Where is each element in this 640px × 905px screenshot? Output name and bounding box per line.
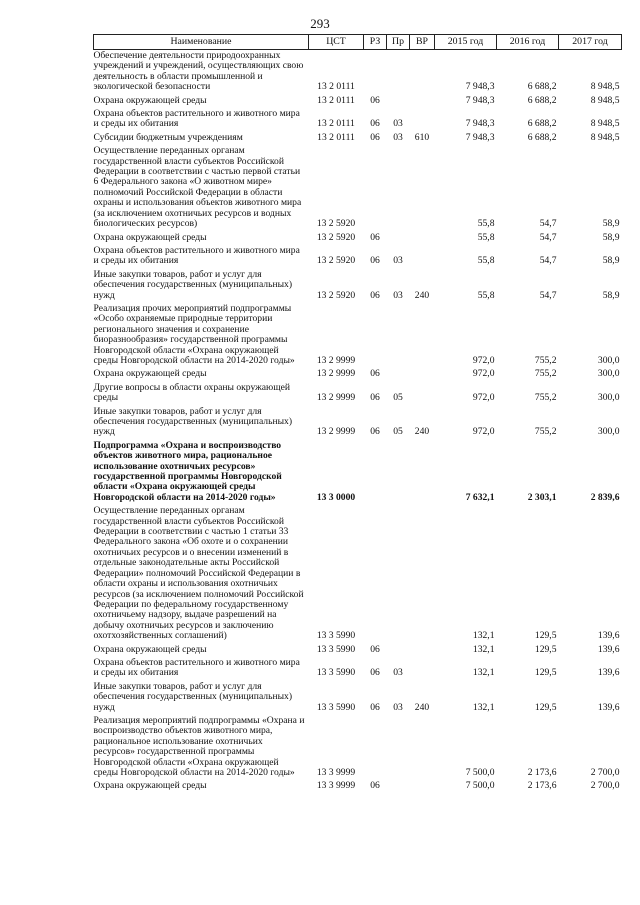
- table-body: [94, 50, 622, 794]
- row-name: Иные закупки товаров, работ и услуг для обеспечения государственных (муниципальных) нужд: [93, 268, 293, 301]
- row-pr: 03: [393, 118, 403, 130]
- row-2017: 300,0: [597, 368, 620, 380]
- row-rz: 06: [370, 667, 380, 679]
- row-pr: [387, 303, 410, 368]
- row-rz: [364, 303, 387, 368]
- row-rz: 06: [370, 118, 380, 130]
- table-header: [94, 35, 622, 50]
- table-row: [94, 406, 622, 440]
- header-2016: 2016 год: [497, 35, 559, 50]
- table-row: [94, 245, 622, 269]
- row-name: Подпрограмма «Охрана и воспроизводство объектов животного мира, рациональное использование охотничьих ресурсов» государственной программы Новгородской области «Охрана окружающей среды Новгородской области на 2014-2020 годы»: [93, 439, 282, 503]
- row-rz: 06: [370, 131, 380, 143]
- row-pr: 03: [393, 701, 403, 713]
- row-2016: 6 688,2: [527, 118, 557, 130]
- row-name: Охрана окружающей среды: [93, 231, 207, 243]
- table-row: [94, 108, 622, 132]
- row-rz: 06: [370, 426, 380, 438]
- row-cst: 13 2 0111: [317, 81, 355, 93]
- row-name: Охрана окружающей среды: [93, 643, 207, 655]
- row-vr: [410, 245, 435, 269]
- row-2016: 6 688,2: [527, 94, 557, 106]
- row-2017: 8 948,5: [590, 118, 620, 130]
- row-2016: 54,7: [539, 231, 557, 243]
- row-pr: [387, 440, 410, 505]
- row-2016: 6 688,2: [527, 131, 557, 143]
- row-2017: 300,0: [597, 354, 620, 366]
- row-2015: 7 948,3: [465, 131, 495, 143]
- row-2015: 972,0: [472, 392, 495, 404]
- row-2016: 755,2: [534, 392, 557, 404]
- row-vr: [410, 95, 435, 108]
- row-name: Осуществление переданных органам государственной власти субъектов Российской Федерации в соответствии с частью первой статьи 6 Федерального закона «О животном мире» полномочий Российской Федерации в области охраны и использования объектов животного мира (за исключением охотничьих ресурсов и водных биологических ресурсов): [93, 145, 302, 230]
- table-row: [94, 145, 622, 231]
- row-cst: 13 2 5920: [316, 289, 356, 301]
- header-row: [94, 35, 622, 50]
- table-row: [94, 440, 622, 505]
- row-vr: 240: [414, 426, 430, 438]
- row-rz: [364, 440, 387, 505]
- row-2015: 132,1: [472, 701, 495, 713]
- header-rz: РЗ: [364, 35, 387, 50]
- row-cst: 13 3 5990: [316, 643, 356, 655]
- row-pr: [387, 145, 410, 231]
- header-cst: ЦСТ: [309, 35, 364, 50]
- row-vr: [410, 440, 435, 505]
- budget-table: [93, 34, 622, 794]
- row-cst: 13 3 9999: [316, 780, 356, 792]
- row-cst: 13 2 9999: [316, 354, 356, 366]
- row-name: Осуществление переданных органам государственной власти субъектов Российской Федерации в соответствии с частью 1 статьи 33 Федерального закона «Об охоте и о сохранении охотничьих ресурсов и о внесении изменений в отдельные законодательные акты Российской Федерации» полномочий Российской Федерации в области охраны и использования охотничьих ресурсов (за исключением полномочий Российской Федерации по федеральному государственному охотничьему надзору, выдаче разрешений на добычу охотничьих ресурсов и заключению охотхозяйственных соглашений): [93, 505, 304, 642]
- row-cst: 13 3 5990: [316, 667, 356, 679]
- table-row: [94, 232, 622, 245]
- table-row: [94, 505, 622, 643]
- row-2016: 54,7: [539, 289, 557, 301]
- row-2015: 55,8: [477, 218, 495, 230]
- table-row: [94, 780, 622, 793]
- row-vr: [410, 368, 435, 381]
- header-name: Наименование: [94, 35, 309, 50]
- row-name: Охрана окружающей среды: [93, 368, 207, 380]
- row-vr: [410, 145, 435, 231]
- row-rz: 06: [370, 392, 380, 404]
- row-rz: 06: [370, 643, 380, 655]
- row-cst: 13 3 0000: [316, 491, 356, 503]
- row-cst: 13 2 5920: [316, 231, 356, 243]
- row-pr: 03: [393, 289, 403, 301]
- table-row: [94, 382, 622, 406]
- row-pr: [387, 50, 410, 95]
- table-row: [94, 269, 622, 303]
- row-cst: 13 2 9999: [316, 392, 356, 404]
- row-pr: 03: [393, 131, 403, 143]
- table-row: [94, 95, 622, 108]
- row-2016: 54,7: [539, 218, 557, 230]
- row-2015: 132,1: [472, 643, 495, 655]
- row-2017: 58,9: [602, 218, 620, 230]
- row-2017: 2 700,0: [590, 767, 620, 778]
- row-2017: 8 948,5: [590, 131, 620, 143]
- row-pr: [387, 505, 410, 643]
- row-name: Другие вопросы в области охраны окружающей среды: [93, 381, 290, 404]
- row-2015: 55,8: [477, 231, 495, 243]
- row-2015: 7 948,3: [465, 118, 495, 130]
- row-2015: 7 632,1: [465, 491, 495, 503]
- row-2017: 2 700,0: [590, 780, 620, 792]
- row-2016: 2 173,6: [527, 767, 557, 778]
- row-2016: 129,5: [534, 643, 557, 655]
- row-2017: 58,9: [602, 255, 620, 267]
- row-2015: 55,8: [477, 289, 495, 301]
- table-row: [94, 132, 622, 145]
- header-vr: ВР: [410, 35, 435, 50]
- header-pr: Пр: [387, 35, 410, 50]
- row-vr: 240: [414, 289, 430, 301]
- row-pr: [387, 232, 410, 245]
- row-2017: 2 839,6: [590, 491, 620, 503]
- row-cst: 13 2 0111: [317, 131, 355, 143]
- row-pr: 05: [393, 426, 403, 438]
- row-2015: 55,8: [477, 255, 495, 267]
- row-2015: 7 948,3: [465, 94, 495, 106]
- row-2016: 6 688,2: [527, 81, 557, 93]
- row-2015: 7 500,0: [465, 780, 495, 792]
- page-number: 293: [310, 16, 330, 31]
- table-row: [94, 303, 622, 368]
- row-cst: 13 2 9999: [316, 426, 356, 438]
- row-vr: 240: [414, 701, 430, 713]
- row-name: Охрана объектов растительного и животного мира и среды их обитания: [93, 244, 300, 267]
- row-vr: [410, 382, 435, 406]
- row-name: Охрана окружающей среды: [93, 780, 207, 792]
- row-2017: 8 948,5: [590, 81, 620, 93]
- row-vr: [410, 232, 435, 245]
- row-2016: 2 173,6: [527, 780, 557, 792]
- row-2016: 755,2: [534, 354, 557, 366]
- row-name: Реализация мероприятий подпрограммы «Охрана и воспроизводство объектов животного мира, рациональное использование охотничьих ресурсов» государственной программы Новгородской области «Охрана окружающей среды Новгородской области на 2014-2020 годы»: [93, 714, 305, 778]
- row-rz: [364, 715, 387, 780]
- row-2015: 7 948,3: [465, 81, 495, 93]
- row-2016: 129,5: [534, 667, 557, 679]
- row-cst: 13 3 5990: [316, 630, 356, 642]
- row-2015: 132,1: [472, 667, 495, 679]
- row-vr: 610: [414, 131, 430, 143]
- row-2017: 139,6: [597, 643, 620, 655]
- row-2017: 139,6: [597, 701, 620, 713]
- table-row: [94, 644, 622, 657]
- row-pr: 03: [393, 255, 403, 267]
- row-rz: 06: [370, 780, 380, 792]
- table-row: [94, 50, 622, 95]
- row-2017: 139,6: [597, 630, 620, 642]
- row-rz: [364, 505, 387, 643]
- row-vr: [410, 108, 435, 132]
- row-rz: 06: [370, 255, 380, 267]
- row-pr: [387, 95, 410, 108]
- row-cst: 13 2 0111: [317, 94, 355, 106]
- row-vr: [410, 780, 435, 793]
- row-pr: 05: [393, 392, 403, 404]
- row-pr: [387, 368, 410, 381]
- row-vr: [410, 505, 435, 643]
- row-2016: 755,2: [534, 426, 557, 438]
- row-2016: 54,7: [539, 255, 557, 267]
- table-row: [94, 681, 622, 715]
- row-cst: 13 2 5920: [316, 218, 356, 230]
- row-vr: [410, 644, 435, 657]
- row-name: Охрана окружающей среды: [93, 94, 207, 106]
- row-2017: 300,0: [597, 392, 620, 404]
- row-2016: 755,2: [534, 368, 557, 380]
- table-row: [94, 657, 622, 681]
- row-2017: 58,9: [602, 289, 620, 301]
- row-name: Охрана объектов растительного и животного мира и среды их обитания: [93, 108, 300, 130]
- header-2017: 2017 год: [559, 35, 622, 50]
- row-vr: [410, 715, 435, 780]
- row-2016: 129,5: [534, 630, 557, 642]
- row-cst: 13 3 5990: [316, 701, 356, 713]
- row-vr: [410, 303, 435, 368]
- row-rz: 06: [370, 368, 380, 380]
- table-row: [94, 715, 622, 780]
- row-vr: [410, 657, 435, 681]
- row-name: Иные закупки товаров, работ и услуг для обеспечения государственных (муниципальных) нужд: [93, 680, 293, 713]
- row-rz: [364, 50, 387, 95]
- row-rz: 06: [370, 289, 380, 301]
- row-2015: 972,0: [472, 368, 495, 380]
- row-2016: 129,5: [534, 701, 557, 713]
- row-vr: [410, 50, 435, 95]
- row-2017: 58,9: [602, 231, 620, 243]
- row-2017: 300,0: [597, 426, 620, 438]
- row-name: Обеспечение деятельности природоохранных учреждений и учреждений, осуществляющих свою деятельность в области промышленной и экологической безопасности: [93, 50, 304, 93]
- row-2016: 2 303,1: [527, 491, 557, 503]
- row-2015: 7 500,0: [465, 767, 495, 778]
- row-rz: 06: [370, 701, 380, 713]
- row-rz: [364, 145, 387, 231]
- row-cst: 13 2 9999: [316, 368, 356, 380]
- row-name: Субсидии бюджетным учреждениям: [93, 131, 243, 143]
- row-pr: [387, 780, 410, 793]
- row-name: Иные закупки товаров, работ и услуг для обеспечения государственных (муниципальных) нужд: [93, 405, 293, 438]
- row-pr: [387, 644, 410, 657]
- header-2015: 2015 год: [435, 35, 497, 50]
- row-cst: 13 2 5920: [316, 255, 356, 267]
- row-pr: 03: [393, 667, 403, 679]
- row-rz: 06: [370, 231, 380, 243]
- row-2015: 972,0: [472, 426, 495, 438]
- row-2015: 972,0: [472, 354, 495, 366]
- row-cst: 13 2 0111: [317, 118, 355, 130]
- row-2015: 132,1: [472, 630, 495, 642]
- row-rz: 06: [370, 94, 380, 106]
- row-2017: 8 948,5: [590, 94, 620, 106]
- row-pr: [387, 715, 410, 780]
- row-2017: 139,6: [597, 667, 620, 679]
- row-name: Охрана объектов растительного и животного мира и среды их обитания: [93, 656, 300, 679]
- row-cst: 13 3 9999: [316, 767, 356, 778]
- table-row: [94, 368, 622, 381]
- row-name: Реализация прочих мероприятий подпрограммы «Особо охраняемые природные территории регионального значения и сохранение биоразнообразия» государственной программы Новгородской области «Охрана окружающей среды Новгородской области на 2014-2020 годы»: [93, 302, 295, 366]
